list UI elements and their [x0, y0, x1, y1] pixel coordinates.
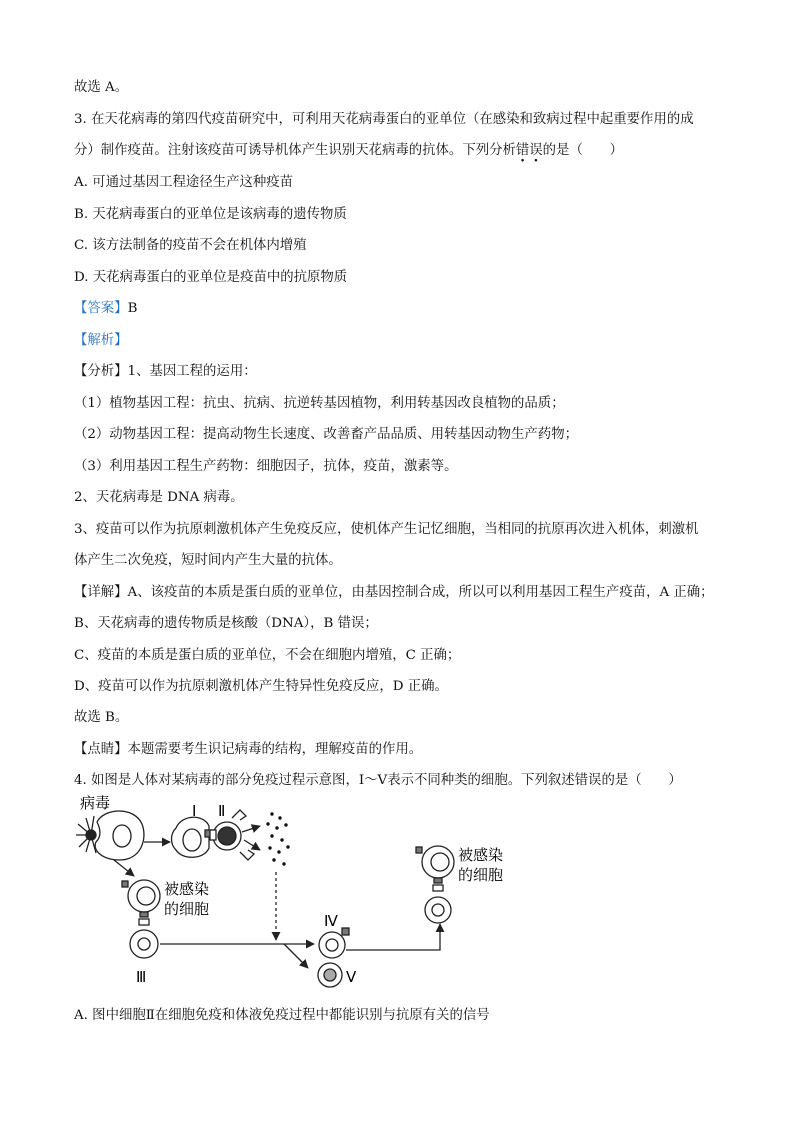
option-c: C. 该方法制备的疫苗不会在机体内增殖	[74, 238, 307, 253]
option-d: D. 天花病毒蛋白的亚单位是疫苗中的抗原物质	[74, 270, 348, 285]
answer-value: B	[127, 301, 138, 316]
cell-4-icon	[319, 932, 345, 958]
stem-text: 分）制作疫苗。注射该疫苗可诱导机体产生识别天花病毒的抗体。下列分析	[74, 143, 516, 158]
analysis-line: 【分析】1、基因工程的运用：	[74, 364, 257, 379]
detail-line: 【详解】A、该疫苗的本质是蛋白质的亚单位，由基因控制合成，所以可以利用基因工程生产疫苗，A 正确；	[74, 585, 714, 600]
analysis-line: 2、天花病毒是 DNA 病毒。	[74, 490, 244, 505]
detail-line: 故选 B。	[74, 710, 129, 725]
label-infected-left-1: 被感染	[164, 880, 210, 898]
label-cell-3: Ⅲ	[136, 968, 147, 986]
label-infected-left-2: 的细胞	[164, 900, 210, 918]
label-virus: 病毒	[80, 794, 111, 812]
question-4-option-a: A. 图中细胞Ⅱ在细胞免疫和体液免疫过程中都能识别与抗原有关的信号	[74, 1008, 490, 1023]
emphasis-char: 误	[529, 143, 543, 158]
answer-tag: 【答案】	[74, 301, 128, 316]
cytokine-dots	[266, 812, 289, 865]
immune-process-diagram	[74, 792, 734, 1004]
analysis-line: （2）动物基因工程：提高动物生长速度、改善畜产品品质、用转基因动物生产药物；	[74, 427, 578, 442]
detail-line: B、天花病毒的遗传物质是核酸（DNA），B 错误；	[74, 616, 378, 631]
label-infected-right-2: 的细胞	[458, 866, 504, 884]
question-3-stem: 3. 在天花病毒的第四代疫苗研究中，可利用天花病毒蛋白的亚单位（在感染和致病过程中起重要作用的成	[74, 112, 694, 127]
question-4-stem: 4. 如图是人体对某病毒的部分免疫过程示意图，Ⅰ～Ⅴ表示不同种类的细胞。下列叙述错误的是（ ）	[74, 773, 682, 788]
option-a: A. 可通过基因工程途径生产这种疫苗	[74, 175, 294, 190]
option-b: B. 天花病毒蛋白的亚单位是该病毒的遗传物质	[74, 207, 347, 222]
detail-line: D、疫苗可以作为抗原刺激机体产生特异性免疫反应，D 正确。	[74, 679, 448, 694]
detail-line: C、疫苗的本质是蛋白质的亚单位，不会在细胞内增殖，C 正确；	[74, 648, 461, 663]
analysis-line: 3、疫苗可以作为抗原刺激机体产生免疫反应，使机体产生记忆细胞，当相同的抗原再次进入机体，刺激机	[74, 522, 699, 537]
emphasis-char: 错	[515, 143, 530, 158]
virus-icon	[76, 816, 96, 853]
label-cell-2: Ⅱ	[218, 802, 226, 820]
label-cell-4: Ⅳ	[324, 912, 338, 930]
label-cell-5: Ⅴ	[346, 968, 357, 986]
label-infected-right-1: 被感染	[458, 846, 504, 864]
analysis-line: （3）利用基因工程生产药物：细胞因子，抗体，疫苗，激素等。	[74, 459, 458, 474]
cell-3-icon	[130, 930, 158, 958]
text-line: 故选 A。	[74, 80, 129, 95]
analysis-line: （1）植物基因工程：抗虫、抗病、抗逆转基因植物，利用转基因改良植物的品质；	[74, 396, 565, 411]
answer-line	[74, 301, 137, 317]
question-3-stem-cont	[74, 143, 623, 159]
comment-line: 【点睛】本题需要考生识记病毒的结构，理解疫苗的作用。	[74, 742, 423, 757]
analysis-tag: 【解析】	[74, 333, 128, 348]
stem-text: 的是（ ）	[542, 143, 624, 158]
analysis-line: 体产生二次免疫，短时间内产生大量的抗体。	[74, 553, 342, 568]
apc-cell-icon	[95, 811, 144, 860]
label-cell-1: Ⅰ	[192, 802, 197, 820]
